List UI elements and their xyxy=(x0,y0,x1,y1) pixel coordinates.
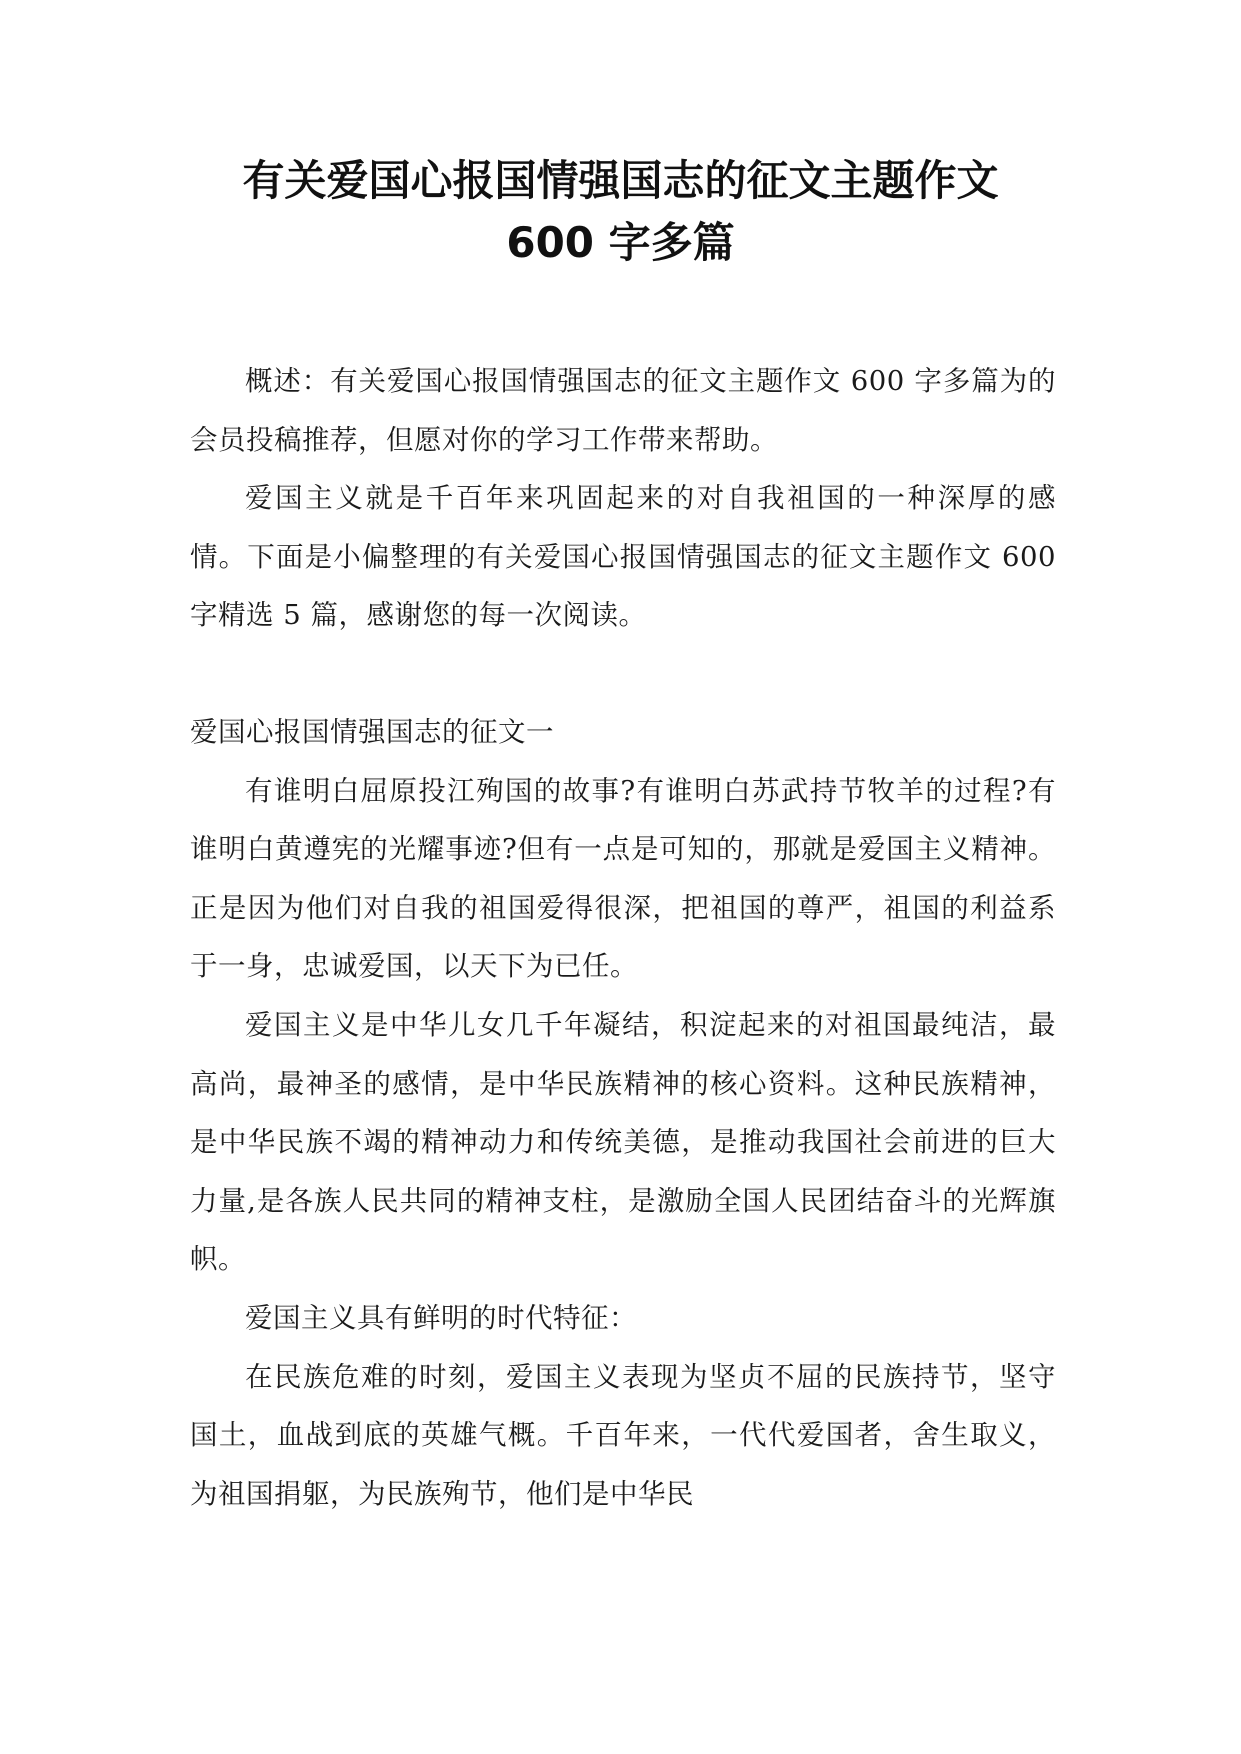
document-body xyxy=(190,352,1056,1523)
section-heading: 爱国心报国情强国志的征文一 xyxy=(190,715,554,748)
body-paragraph: 有谁明白屈原投江殉国的故事?有谁明白苏武持节牧羊的过程?有谁明白黄遵宪的光耀事迹?但有一点是可知的，那就是爱国主义精神。正是因为他们对自我的祖国爱得很深，把祖国的尊严，祖国的利益系于一身，忠诚爱国，以天下为已任。 xyxy=(190,774,1056,983)
summary-paragraph: 概述：有关爱国心报国情强国志的征文主题作文 600 字多篇为的会员投稿推荐，但愿对你的学习工作带来帮助。 xyxy=(190,365,1056,456)
intro-paragraph: 爱国主义就是千百年来巩固起来的对自我祖国的一种深厚的感情。下面是小偏整理的有关爱国心报国情强国志的征文主题作文 600 字精选 5 篇，感谢您的每一次阅读。 xyxy=(190,482,1056,632)
body-paragraph: 爱国主义具有鲜明的时代特征： xyxy=(245,1301,637,1334)
body-paragraph: 在民族危难的时刻，爱国主义表现为坚贞不屈的民族持节，坚守国土，血战到底的英雄气概。千百年来，一代代爱国者，舍生取义，为祖国捐躯，为民族殉节，他们是中华民 xyxy=(190,1360,1056,1510)
body-paragraph: 爱国主义是中华儿女几千年凝结，积淀起来的对祖国最纯洁，最高尚，最神圣的感情，是中华民族精神的核心资料。这种民族精神，是中华民族不竭的精神动力和传统美德，是推动我国社会前进的巨大力量,是各族人民共同的精神支柱，是激励全国人民团结奋斗的光辉旗帜。 xyxy=(190,1008,1056,1276)
document-title xyxy=(170,150,1071,274)
title-line-2: 600 字多篇 xyxy=(506,218,735,267)
title-line-1: 有关爱国心报国情强国志的征文主题作文 xyxy=(242,156,999,205)
